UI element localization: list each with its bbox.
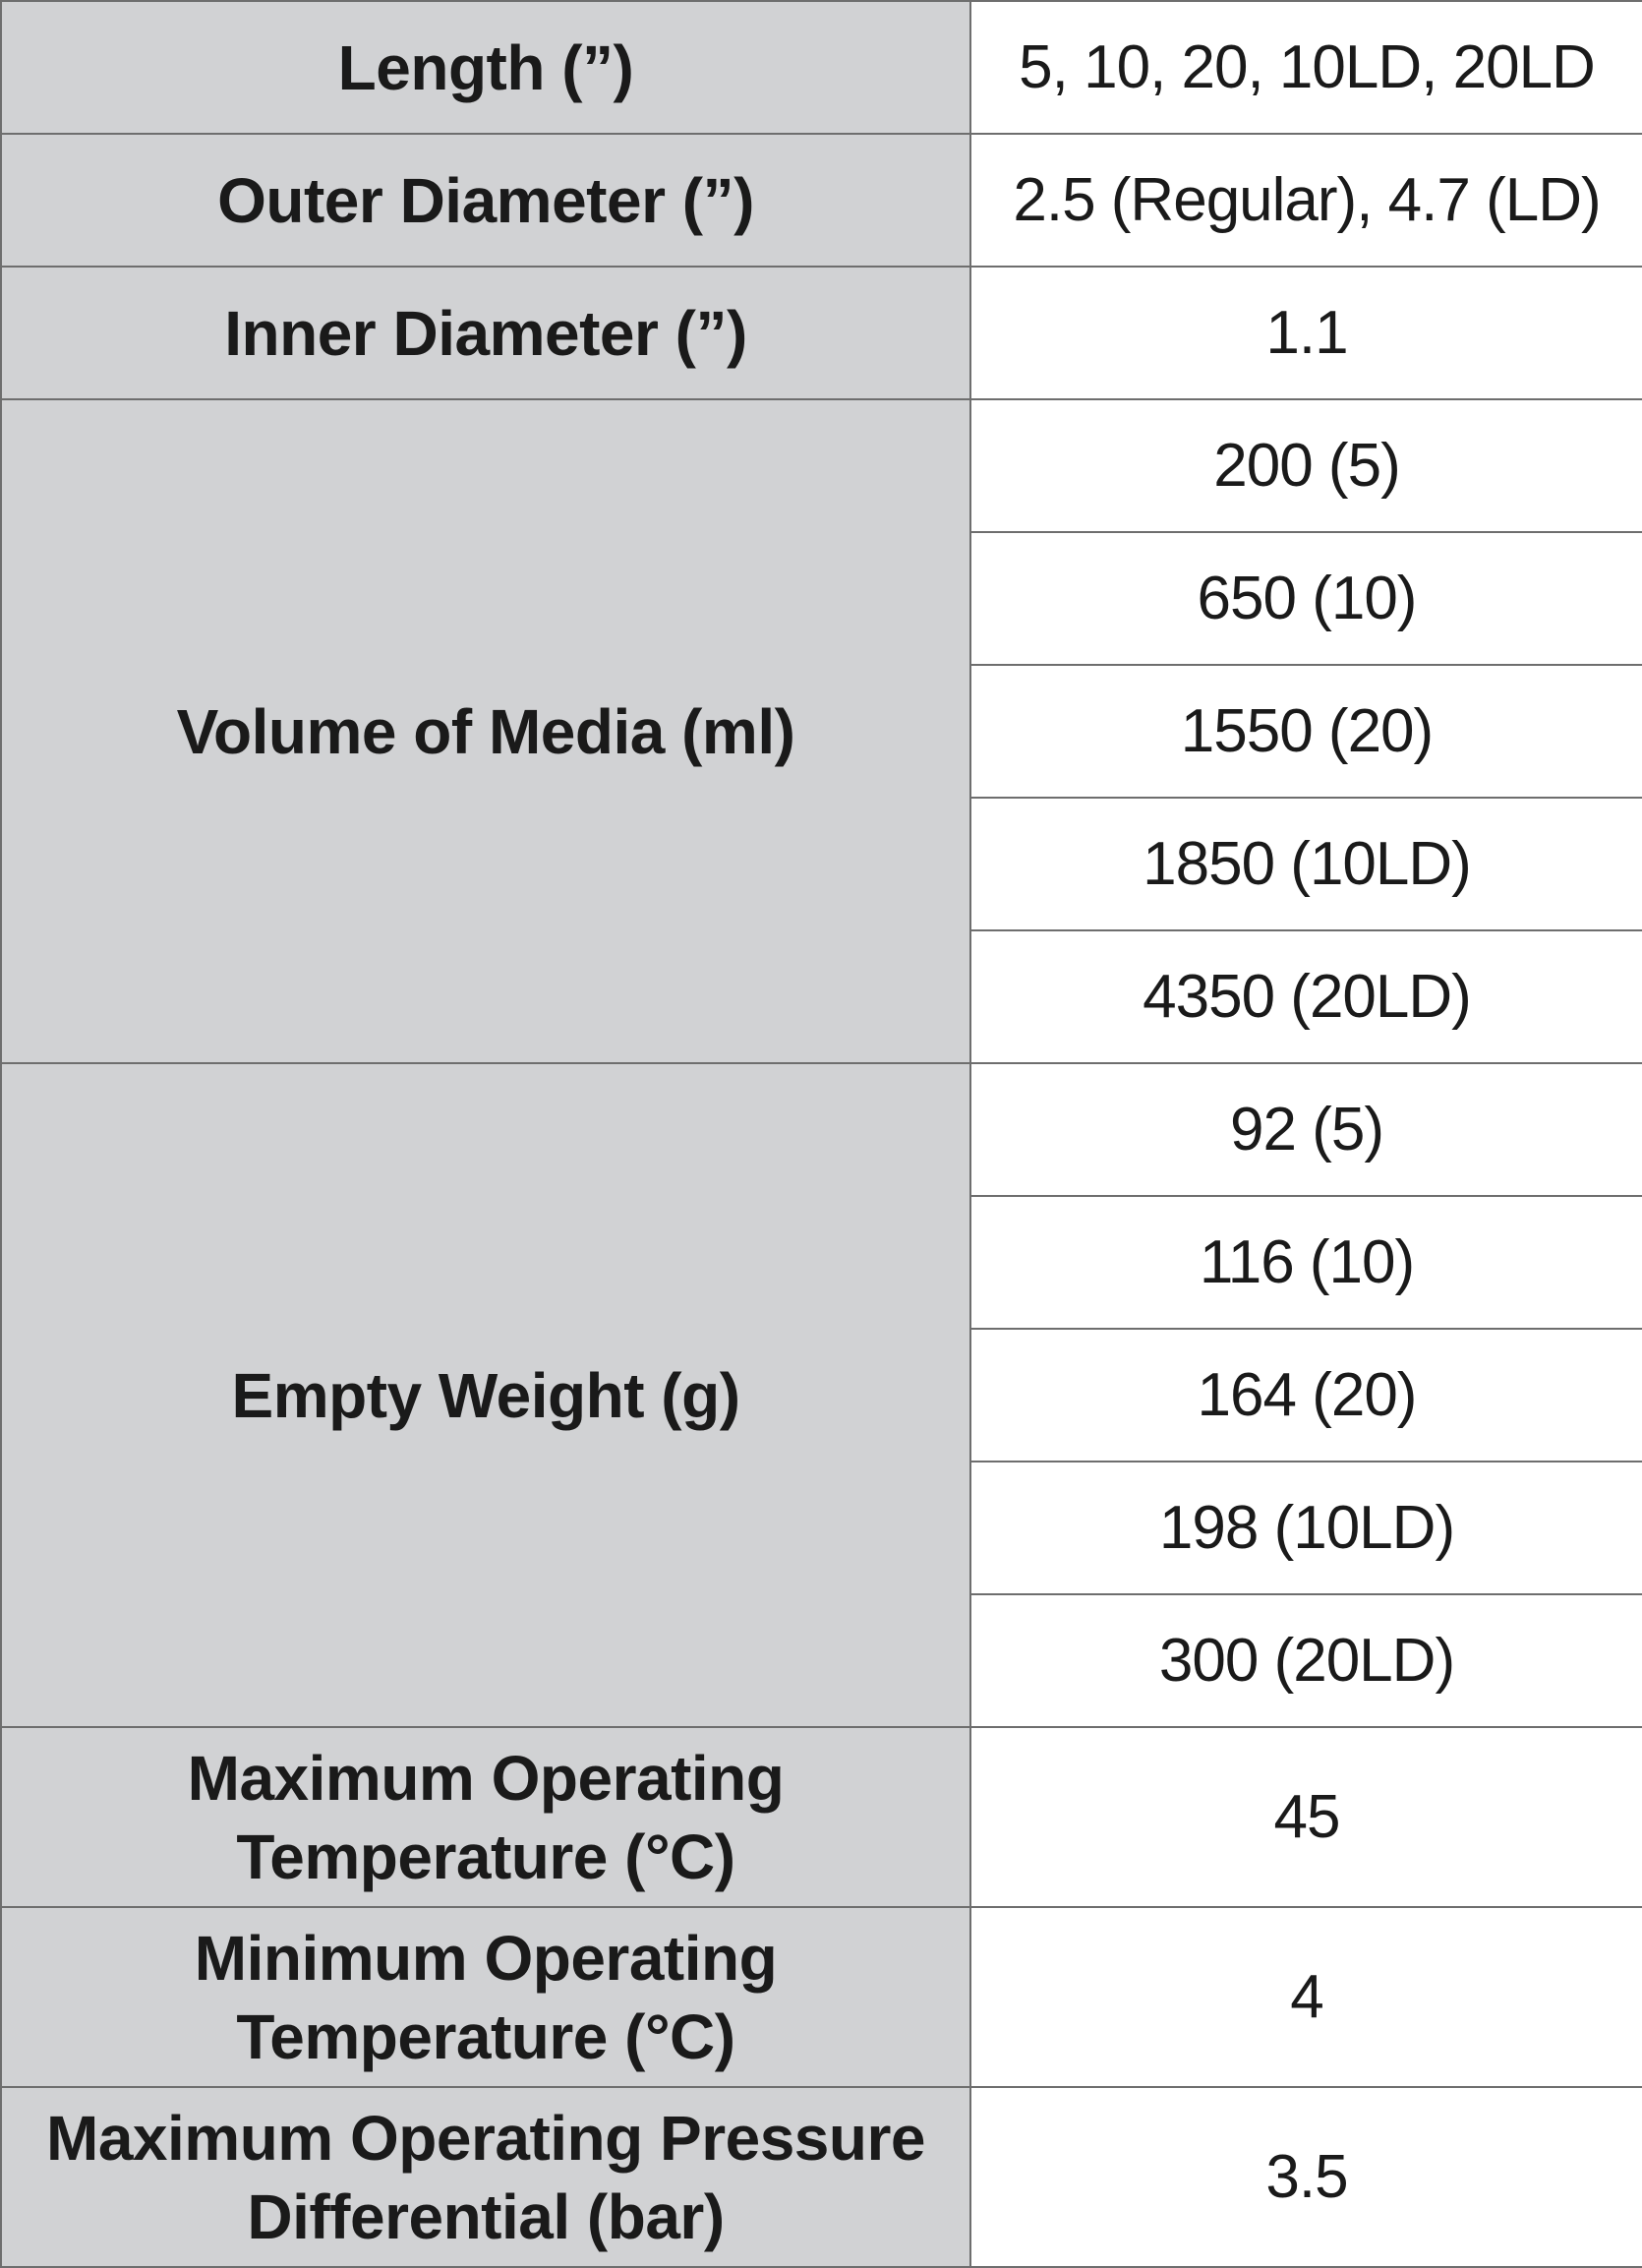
table-row-min-temperature (1, 1907, 1642, 2087)
row-label-max-pressure (1, 2087, 970, 2267)
table-row-empty-weight (1, 1063, 1642, 1196)
row-value-max-temperature: 45 (970, 1727, 1642, 1907)
row-label-max-temperature-line1: Maximum Operating (187, 1742, 785, 1814)
table-row-max-pressure (1, 2087, 1642, 2267)
row-value-weight-10: 116 (10) (970, 1196, 1642, 1329)
row-label-volume-of-media: Volume of Media (ml) (1, 399, 970, 1063)
row-value-volume-5: 200 (5) (970, 399, 1642, 532)
row-value-outer-diameter: 2.5 (Regular), 4.7 (LD) (970, 134, 1642, 267)
row-label-empty-weight: Empty Weight (g) (1, 1063, 970, 1727)
table-row-inner-diameter (1, 267, 1642, 399)
row-label-inner-diameter: Inner Diameter (”) (1, 267, 970, 399)
row-value-inner-diameter: 1.1 (970, 267, 1642, 399)
row-label-min-temperature-line1: Minimum Operating (194, 1922, 778, 1994)
row-label-max-pressure-line1: Maximum Operating Pressure (46, 2102, 925, 2174)
row-value-volume-10ld: 1850 (10LD) (970, 798, 1642, 930)
row-label-min-temperature-line2: Temperature (°C) (236, 2000, 735, 2072)
row-label-max-pressure-line2: Differential (bar) (247, 2180, 725, 2252)
row-value-volume-20ld: 4350 (20LD) (970, 930, 1642, 1063)
row-label-min-temperature (1, 1907, 970, 2087)
row-value-weight-5: 92 (5) (970, 1063, 1642, 1196)
row-value-length: 5, 10, 20, 10LD, 20LD (970, 1, 1642, 134)
row-value-weight-10ld: 198 (10LD) (970, 1462, 1642, 1594)
row-label-max-temperature (1, 1727, 970, 1907)
table-row-outer-diameter (1, 134, 1642, 267)
row-label-max-temperature-line2: Temperature (°C) (236, 1820, 735, 1892)
table-row-max-temperature (1, 1727, 1642, 1907)
row-value-weight-20ld: 300 (20LD) (970, 1594, 1642, 1727)
row-value-volume-20: 1550 (20) (970, 665, 1642, 798)
row-value-max-pressure: 3.5 (970, 2087, 1642, 2267)
row-label-outer-diameter: Outer Diameter (”) (1, 134, 970, 267)
row-value-volume-10: 650 (10) (970, 532, 1642, 665)
table-row-volume-of-media (1, 399, 1642, 532)
row-value-min-temperature: 4 (970, 1907, 1642, 2087)
row-value-weight-20: 164 (20) (970, 1329, 1642, 1462)
row-label-length: Length (”) (1, 1, 970, 134)
table-row-length (1, 1, 1642, 134)
